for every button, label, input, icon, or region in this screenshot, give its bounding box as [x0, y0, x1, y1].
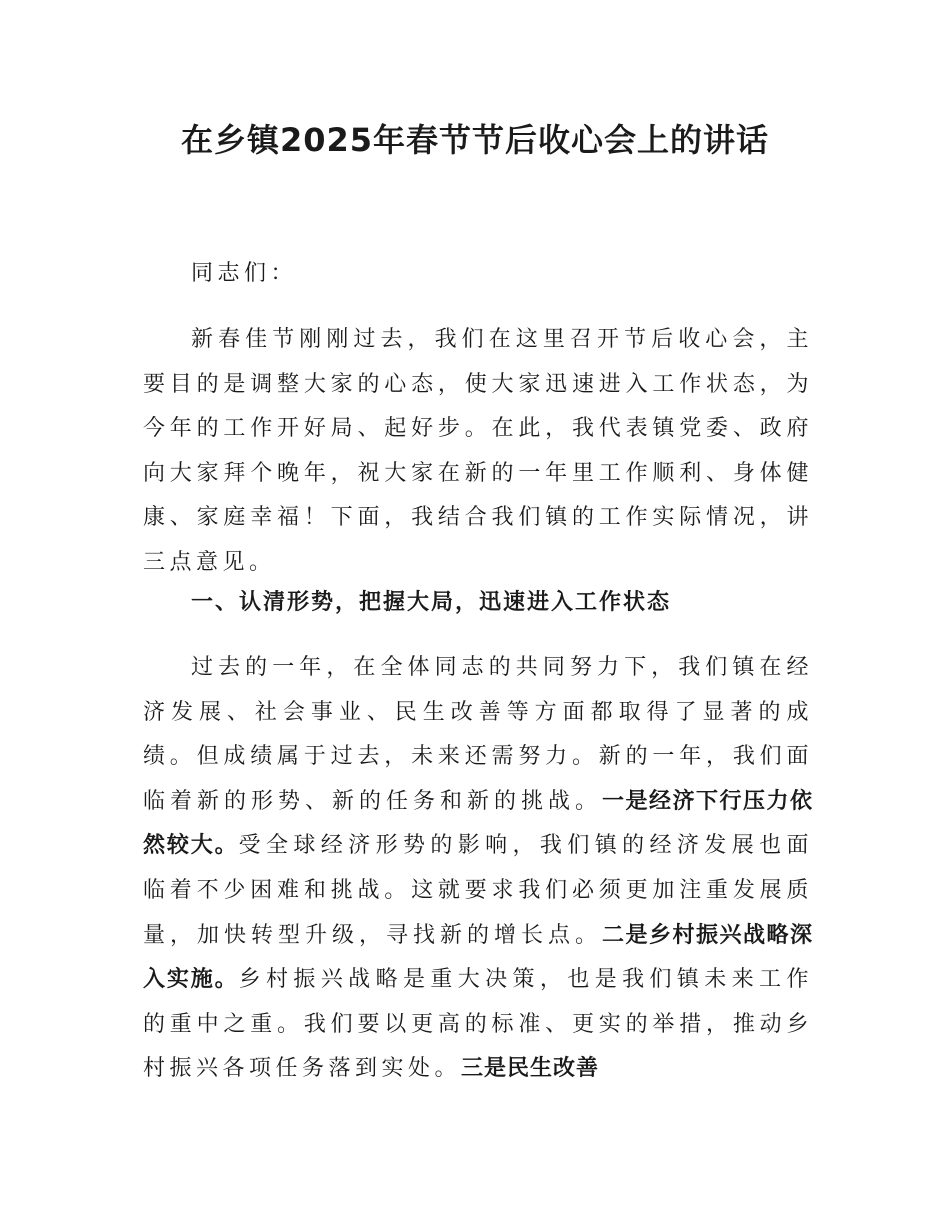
- section-heading-1: 一、认清形势，把握大局，迅速进入工作状态: [191, 590, 672, 615]
- bold-point-3: 三是民生改善: [461, 1056, 600, 1082]
- paragraph-text: 受全球经济形势的影响，我们镇的经济发展也面临着不少困难和挑战。这就要求我们必须更加注重发展质量，加快转型升级，寻找新的增长点。: [143, 833, 813, 948]
- paragraph-text: 过去的一年，在全体同志的共同努力下，我们镇在经济发展、社会事业、民生改善等方面都取得了显著的成绩。但成绩属于过去，未来还需努力。新的一年，我们面临着新的形势、新的任务和新的挑战。: [143, 655, 813, 814]
- paragraph-text: 乡村振兴战略是重大决策，也是我们镇未来工作的重中之重。我们要以更高的标准、更实的举措，推动乡村振兴各项任务落到实处。: [143, 967, 813, 1082]
- bold-point-1: 一是经济下行压力依然较大。: [143, 788, 813, 859]
- salutation: 同志们：: [191, 261, 298, 286]
- paragraph-intro: 新春佳节刚刚过去，我们在这里召开节后收心会，主要目的是调整大家的心态，使大家迅速进入工作状态，为今年的工作开好局、起好步。在此，我代表镇党委、政府向大家拜个晚年，祝大家在新的一年里工作顺利、身体健康、家庭幸福！下面，我结合我们镇的工作实际情况，讲三点意见。: [143, 327, 813, 575]
- bold-point-2: 二是乡村振兴战略深入实施。: [143, 922, 813, 993]
- paragraph-situation: [143, 646, 813, 1092]
- document-title: 在乡镇2025年春节节后收心会上的讲话: [180, 121, 770, 159]
